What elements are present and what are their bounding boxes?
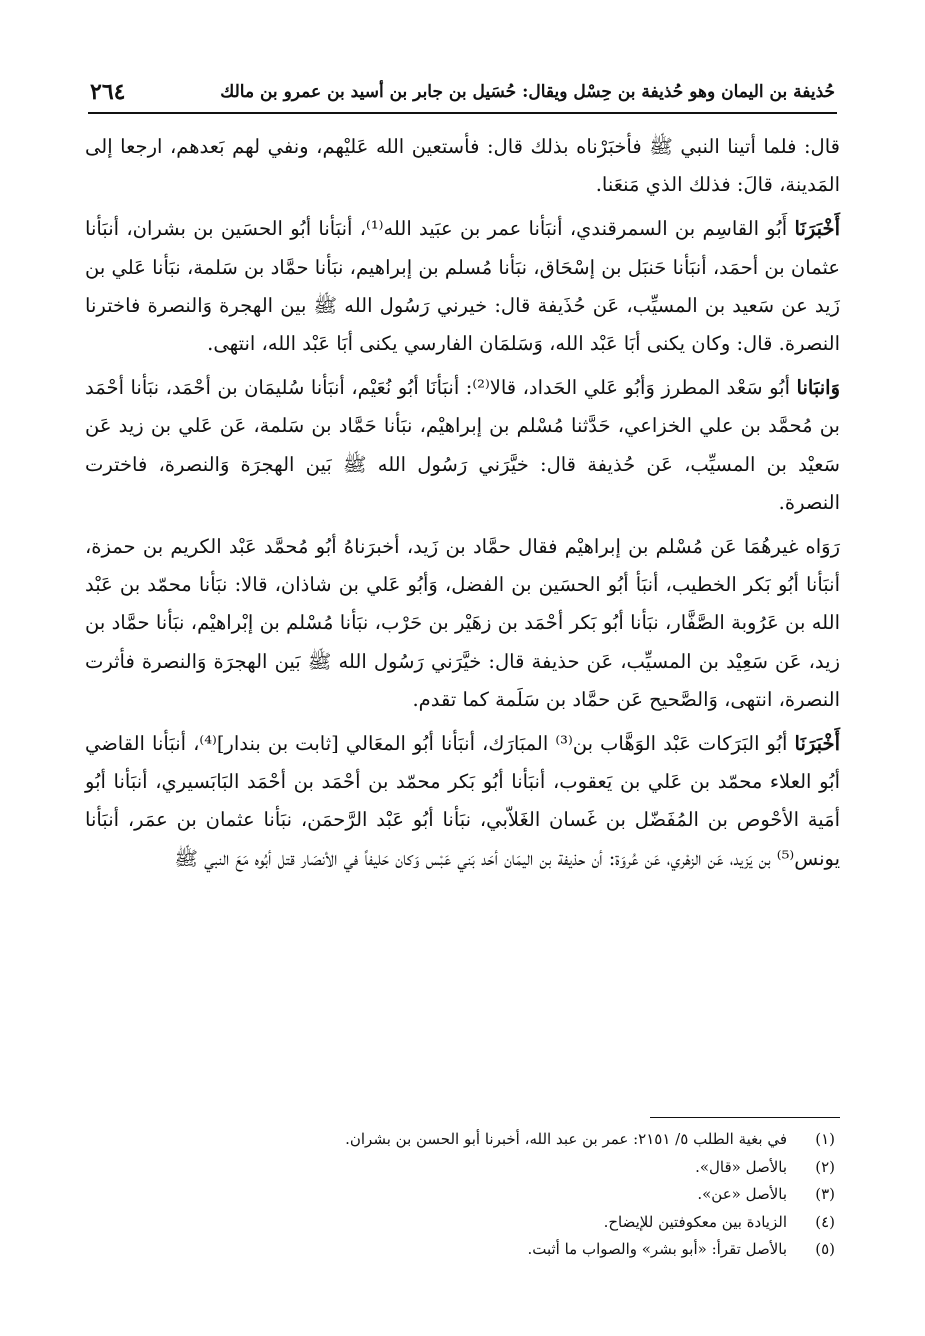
page-header bbox=[90, 72, 835, 112]
footnote-number: (٤) bbox=[815, 1212, 835, 1231]
paragraph-lead-word: أَخْبَرَنَا bbox=[794, 732, 841, 756]
footnote-number: (٣) bbox=[815, 1185, 835, 1203]
paragraph-lead-word: أَخْبَرَنَا bbox=[794, 217, 840, 241]
footnote bbox=[90, 1236, 835, 1264]
main-text bbox=[85, 128, 840, 884]
footnote bbox=[90, 1126, 835, 1154]
footnote-text: الزيادة بين معكوفتين للإيضاح. bbox=[603, 1212, 787, 1231]
footnote-text: بالأصل «قال». bbox=[695, 1157, 787, 1176]
footnote-rule bbox=[650, 1117, 840, 1118]
paragraph: أَخْبَرَنَا أَبُو القاسِم بن السمرقندي، أنبَأنا عمر بن عبَيد الله⁽¹⁾، أنبَأنا أبُو الحسَين بن بشران، أنبَأنا عثمان بن أحمَد، أنبَأنا حَنبَل بن إسْحَاق، نبَأنا مُسلم بن إبراهيم، نبَأنا حمَّاد بن سَلمة، نبَأنا عَلي بن زَيد عن سَعيد بن المسيِّب، عَن حُذَيفة قال: خيرني رَسُول الله ﷺ بين الهجرة وَالنصرة فاخترنا النصرة. قال: وكان يكنى أبَا عَبْد الله، وَسَلمَان الفارسي يكنى أبَا عَبْد الله، انتهى. bbox=[85, 217, 840, 356]
paragraph: قال: فلما أتينا النبي ﷺ فأخبَرْناه بذلك قال: فأستعين الله عَليْهم، ونفي لهم بَعدهم، ارجعا إلى المَدينة، قالَ: فذلك الذي مَنعَنا. bbox=[85, 135, 840, 197]
running-title: حُذيفة بن اليمان وهو حُذيفة بن حِسْل ويقال: حُسَيل بن جابر بن أسيد بن عمرو بن مالك bbox=[220, 82, 835, 102]
footnote bbox=[90, 1209, 835, 1237]
footnotes bbox=[90, 1126, 835, 1264]
footnote bbox=[90, 1181, 835, 1209]
footnote-number: (٢) bbox=[815, 1157, 835, 1176]
footnote-text: في بغية الطلب ٥/ ٢١٥١: عمر بن عبد الله، أخبرنا أبو الحسن بن بشران. bbox=[345, 1130, 787, 1148]
footnote-number: (١) bbox=[815, 1130, 835, 1148]
paragraph: وَانبَانا أبُو سَعْد المطرز وَأبُو عَلي الحَداد، قالا⁽²⁾: أنبَأنَا أبُو نُعَيْم، أنبَأنا سُليمَان بن أحْمَد، نبَأنا أحْمَد بن مُحمَّد بن علي الخزاعي، حَدَّثنا مُسْلم بن إبراهيْم، نبَأنا حَمَّاد بن سَلمة، عَن عَلي بن زيد عَن سَعيْد بن المسيِّب، عَن حُذيفة قال: خيَّرَني رَسُول الله ﷺ بَين الهجرَة وَالنصرة، فاخترت النصرة. bbox=[85, 376, 840, 514]
header-rule bbox=[88, 112, 837, 114]
footnote-text: بالأصل تقرأ: «أبو بشر» والصواب ما أثبت. bbox=[527, 1240, 787, 1258]
footnote-number: (٥) bbox=[815, 1240, 835, 1258]
paragraph-lead-word: وَانبَانا bbox=[796, 376, 840, 400]
footnote-text: بالأصل «عن». bbox=[697, 1185, 787, 1203]
page-number: ٢٦٤ bbox=[90, 79, 126, 105]
paragraph: أَخْبَرَنَا أبُو البَرَكات عَبْد الوَهَّاب بن⁽³⁾ المبَارَك، أنبَأنا أبُو المعَالي [ثابت بن بندار]⁽⁴⁾، أنبَأنا القاضي أبُو العلاء محمّد بن عَلي بن يَعقوب، أنبَأنا أبُو بَكر محمّد بن أحْمَد بن أحْمَد البَابَسيري، أنبَأنا أبُو أمَية الأحْوص بن المُفَضّل بن غَسان الغَلاّبي، نبَأنا أبُو عَبْد الرَّحمَن، نبَأنا عثمان بن عمَر، أنبَأنا يونس⁽⁵⁾ بن يَزيد، عَن الزهْري، عَن عُروَة: أن حذيفة بن اليمَان أحَد بَني عَبْس وَكان حَليفاً في الأنصَار قتل أبُوه مَعَ النبي ﷺ bbox=[85, 732, 841, 870]
paragraph: رَوَاه غيرهُمَا عَن مُسْلم بن إبراهيْم فقال حمَّاد بن زَيد، أخبرَناهُ أبُو مُحمَّد عَبْد الكريم بن حمزة، أنبَأنا أبُو بَكر الخطيب، أنبَأ أبُو الحسَين بن الفضل، وَأبُو عَلي بن شاذان، قالا: نبَأنا محمّد بن عَبْد الله بن عَرُوبة الصَّفَّار، نبَأنا أبُو بَكر أحْمَد بن زهَيْر بن حَرْب، نبَأنا مُسْلم بن إبْراهيْم، نبَأنا حمَّاد بن زيد، عَن سَعِيْد بن المسيِّب، عَن حذيفة قال: خيَّرَني رَسُول الله ﷺ بَين الهجرَة وَالنصرة فأثرت النصرة، انتهى، وَالصَّحيح عَن حمَّاد بن سَلَمة كما تقدم. bbox=[85, 535, 840, 711]
footnote bbox=[90, 1154, 835, 1182]
